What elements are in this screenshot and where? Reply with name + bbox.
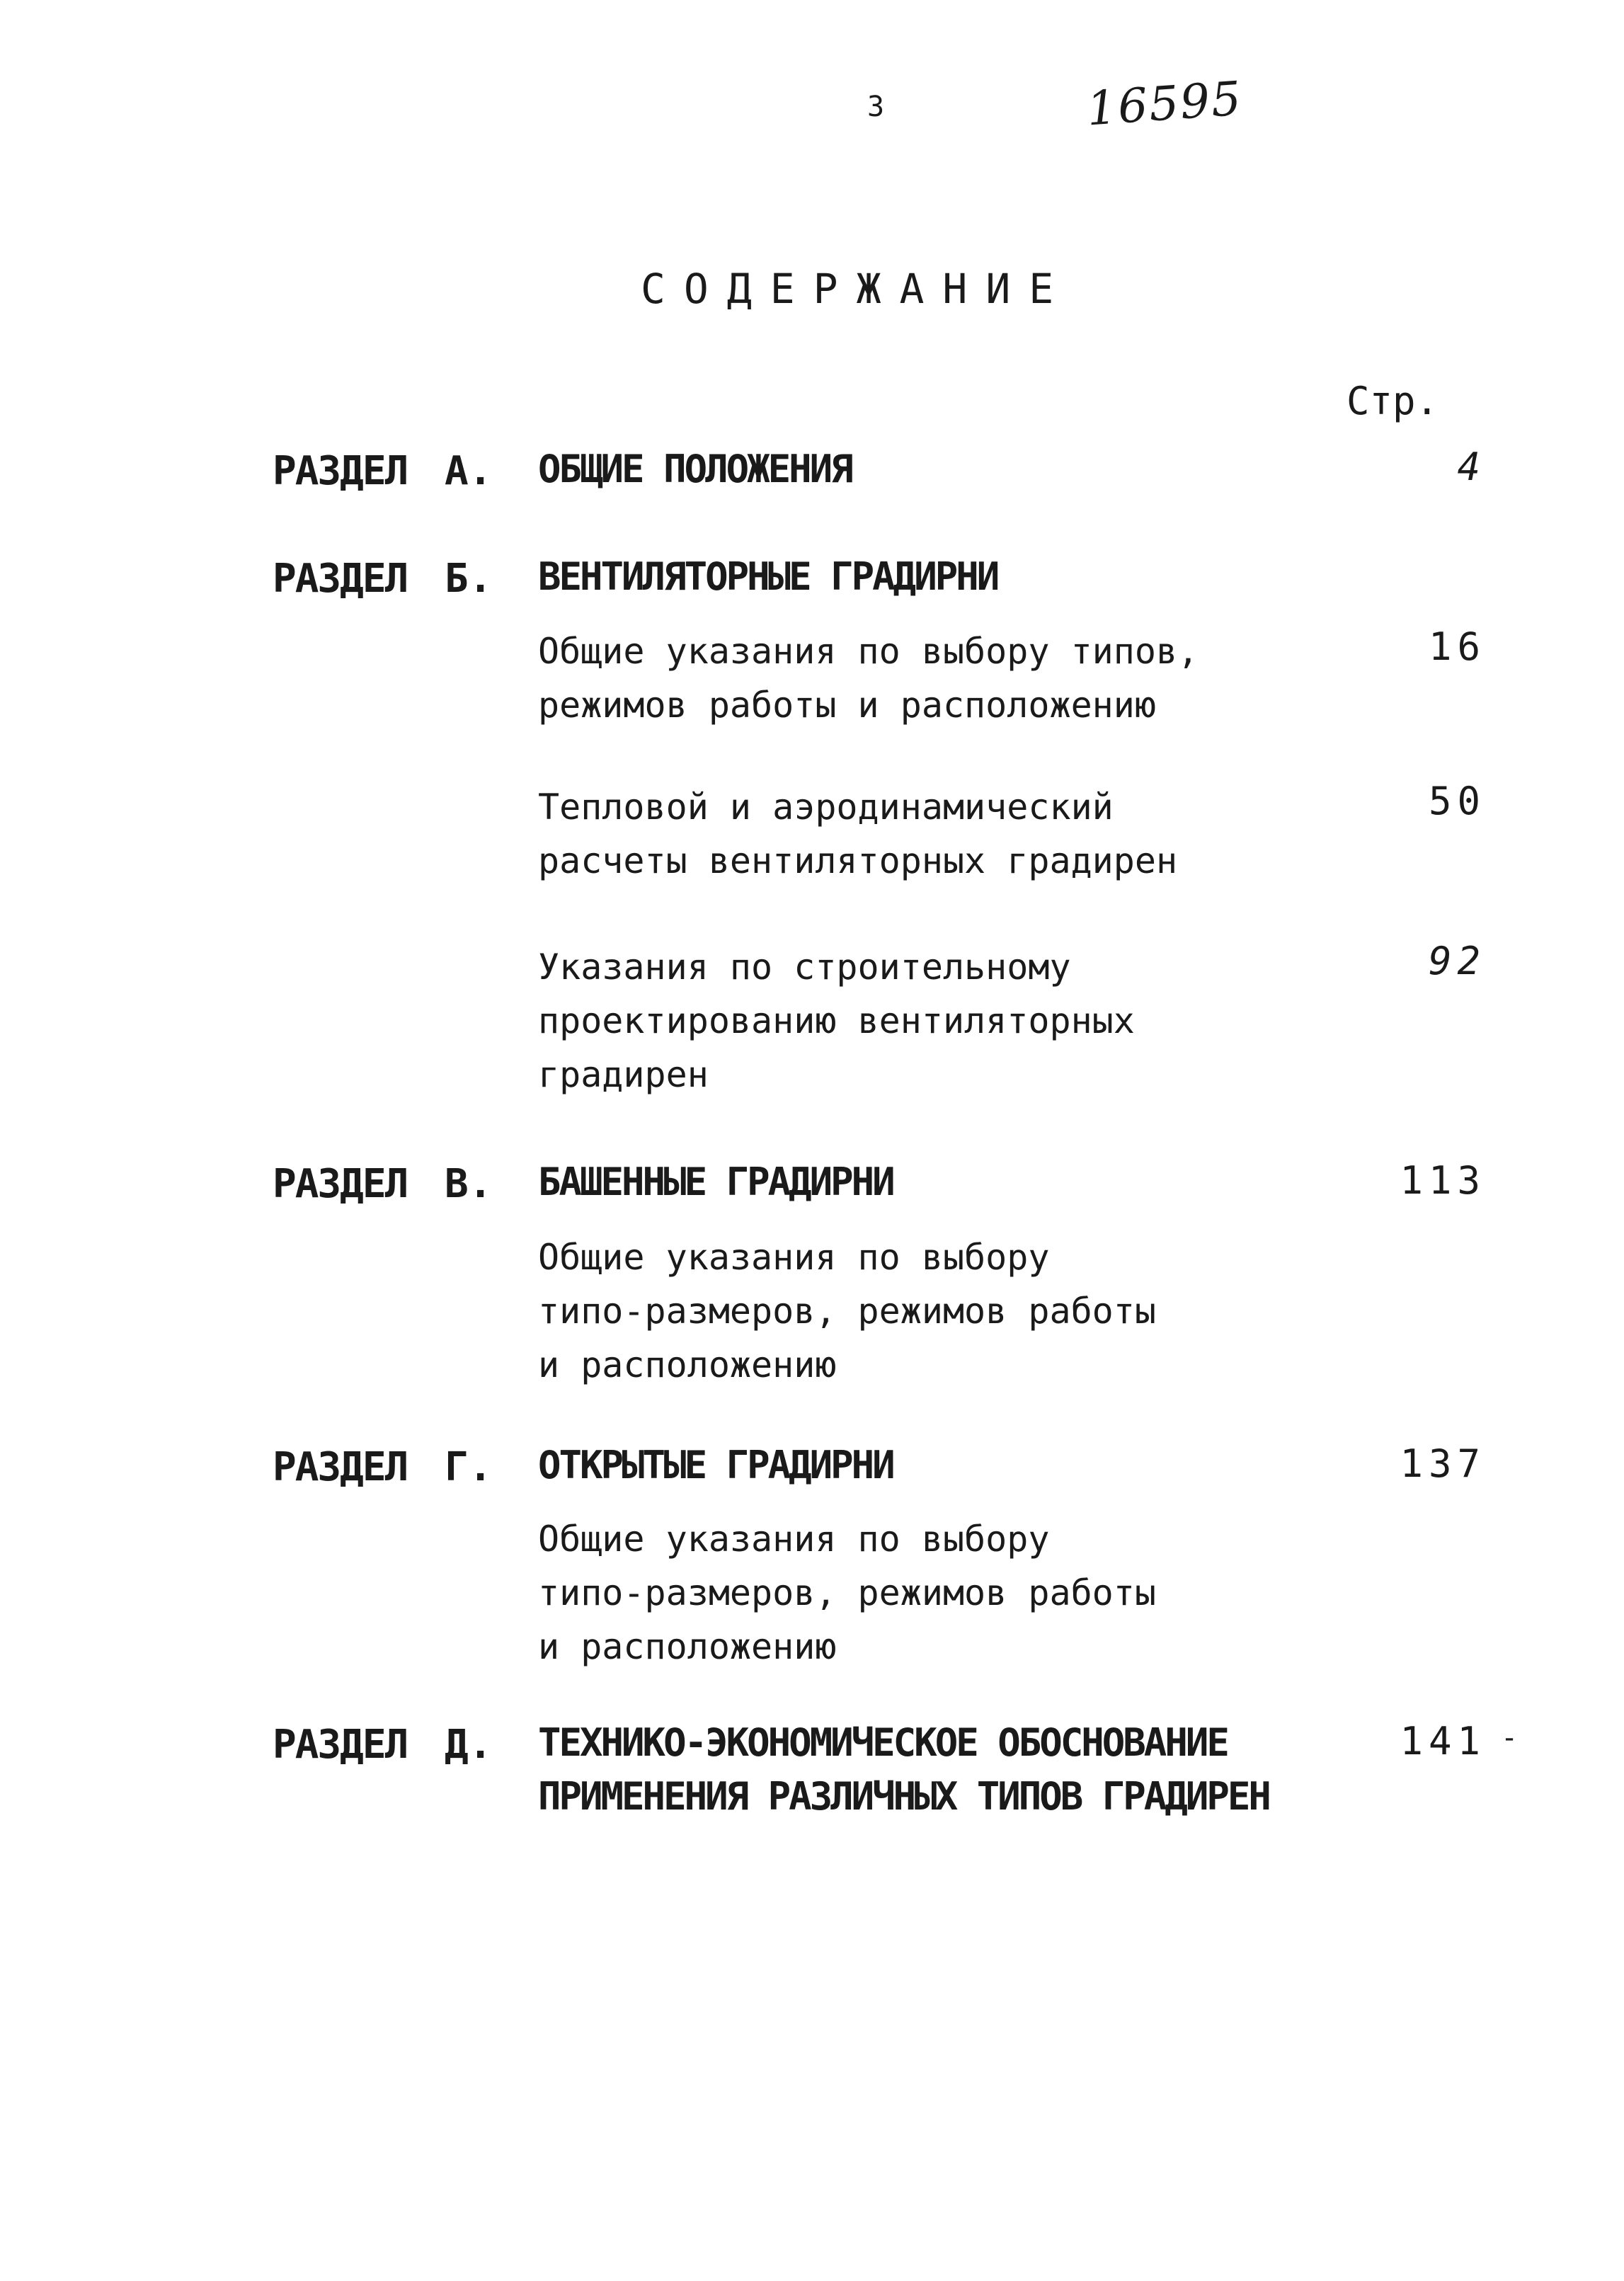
section-title: ОБЩИЕ ПОЛОЖЕНИЯ bbox=[538, 447, 852, 491]
subsection-line: Указания по строительному bbox=[538, 947, 1071, 988]
archive-number-handwritten: 16595 bbox=[1085, 71, 1245, 137]
subsection-line: и расположению bbox=[538, 1344, 837, 1385]
subsection-page-ref: 16 bbox=[1428, 624, 1486, 669]
subsection-line: расчеты вентиляторных градирен bbox=[538, 840, 1178, 881]
section-letter: Б. bbox=[445, 556, 493, 602]
section-title: БАШЕННЫЕ ГРАДИРНИ bbox=[538, 1160, 893, 1204]
subsection-line: градирен bbox=[538, 1054, 709, 1095]
subsection-line: Тепловой и аэродинамический bbox=[538, 787, 1114, 828]
subsection-line: Общие указания по выбору bbox=[538, 1519, 1050, 1560]
subsection-line: Общие указания по выбору типов, bbox=[538, 631, 1199, 672]
subsection-line: проектированию вентиляторных bbox=[538, 1000, 1135, 1041]
section-letter: В. bbox=[445, 1161, 493, 1207]
subsection-line: и расположению bbox=[538, 1626, 837, 1667]
section-page-ref: 137 bbox=[1400, 1441, 1486, 1486]
section-label: РАЗДЕЛ bbox=[273, 1722, 408, 1768]
document-title: СОДЕРЖАНИЕ bbox=[641, 265, 1073, 313]
section-title: ОТКРЫТЫЕ ГРАДИРНИ bbox=[538, 1443, 893, 1487]
subsection-line: режимов работы и расположению bbox=[538, 685, 1156, 726]
section-label: РАЗДЕЛ bbox=[273, 1444, 408, 1490]
subsection-line: типо-размеров, режимов работы bbox=[538, 1291, 1156, 1332]
page-column-label: Стр. bbox=[1346, 379, 1439, 423]
section-title: ВЕНТИЛЯТОРНЫЕ ГРАДИРНИ bbox=[538, 554, 998, 599]
section-letter: Д. bbox=[445, 1722, 493, 1768]
section-page-ref: 4 bbox=[1457, 445, 1486, 489]
section-label: РАЗДЕЛ bbox=[273, 1161, 408, 1207]
subsection-line: типо-размеров, режимов работы bbox=[538, 1572, 1156, 1613]
page-number: 3 bbox=[867, 91, 885, 123]
section-page-ref: 113 bbox=[1400, 1158, 1486, 1203]
subsection-page-ref: 50 bbox=[1428, 779, 1486, 823]
section-letter: А. bbox=[445, 448, 493, 494]
section-letter: Г. bbox=[445, 1444, 493, 1490]
section-label: РАЗДЕЛ bbox=[273, 556, 408, 602]
section-label: РАЗДЕЛ bbox=[273, 448, 408, 494]
section-title-line: ПРИМЕНЕНИЯ РАЗЛИЧНЫХ ТИПОВ ГРАДИРЕН bbox=[538, 1774, 1269, 1819]
subsection-line: Общие указания по выбору bbox=[538, 1237, 1050, 1278]
section-page-ref: 141 bbox=[1400, 1719, 1486, 1763]
section-title-line: ТЕХНИКО-ЭКОНОМИЧЕСКОЕ ОБОСНОВАНИЕ bbox=[538, 1720, 1228, 1765]
subsection-page-ref: 92 bbox=[1428, 939, 1486, 983]
trailing-mark: - bbox=[1501, 1722, 1519, 1754]
